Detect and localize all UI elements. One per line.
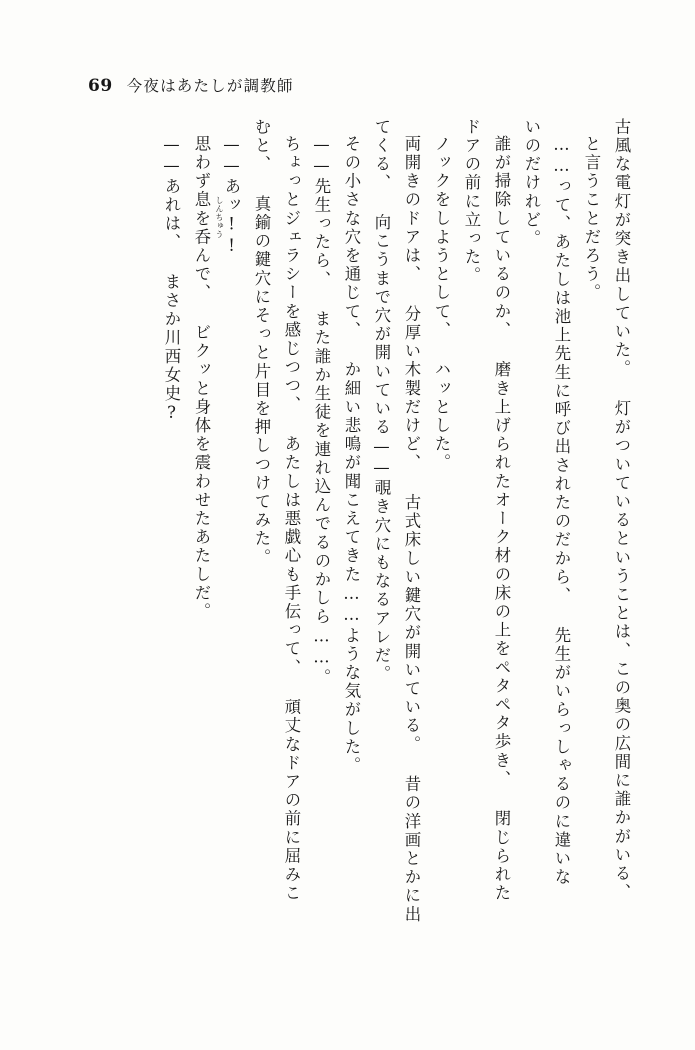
text-column: ノックをしようとして、 ハッとした。	[432, 135, 451, 473]
text-column: ドアの前に立った。	[462, 118, 481, 286]
running-head	[88, 74, 294, 96]
page-number: 69	[88, 76, 113, 96]
text-column: 両開きのドアは、 分厚い木製だけど、 古式床しい鍵穴が開いている。 昔の洋画とかに出	[402, 135, 421, 924]
text-column: ——あれは、 まさか川西女史?	[162, 135, 181, 425]
vertical-text-block	[149, 118, 629, 1018]
text-column: むと、 真鍮の鍵穴にそっと片目を押しつけてみた。	[252, 118, 271, 567]
text-column: ——あッ!!	[222, 135, 241, 257]
text-column: ちょっとジェラシーを感じつつ、 あたしは悪戯心も手伝って、 頑丈なドアの前に屈みこ	[282, 135, 301, 903]
ruby-annotation: しんちゅう	[215, 196, 224, 239]
text-column: ——先生ったら、 また誰か生徒を連れ込んでるのかしら……。	[312, 135, 331, 688]
text-column: 思わず息を呑んで、 ビクッと身体を震わせたあたしだ。	[192, 135, 211, 622]
text-column: その小さな穴を通じて、 か細い悲鳴が聞こえてきた……ような気がした。	[342, 135, 361, 776]
text-column: 古風な電灯が突き出していた。 灯がついているということは、この奥の広間に誰かがいる、	[612, 118, 631, 902]
text-column: いのだけれど。	[522, 118, 541, 249]
text-column: 誰が掃除しているのか、 磨き上げられたオーク材の床の上をペタペタ歩き、 閉じられた	[492, 135, 511, 903]
running-title: 今夜はあたしが調教師	[126, 77, 294, 95]
text-column: と言うことだろう。	[582, 135, 601, 303]
text-column: てくる、 向こうまで穴が開いている——覗き穴にもなるアレだ。	[372, 118, 391, 684]
text-column: ……って、あたしは池上先生に呼び出されたのだから、 先生がいらっしゃるのに違いな	[552, 135, 571, 887]
